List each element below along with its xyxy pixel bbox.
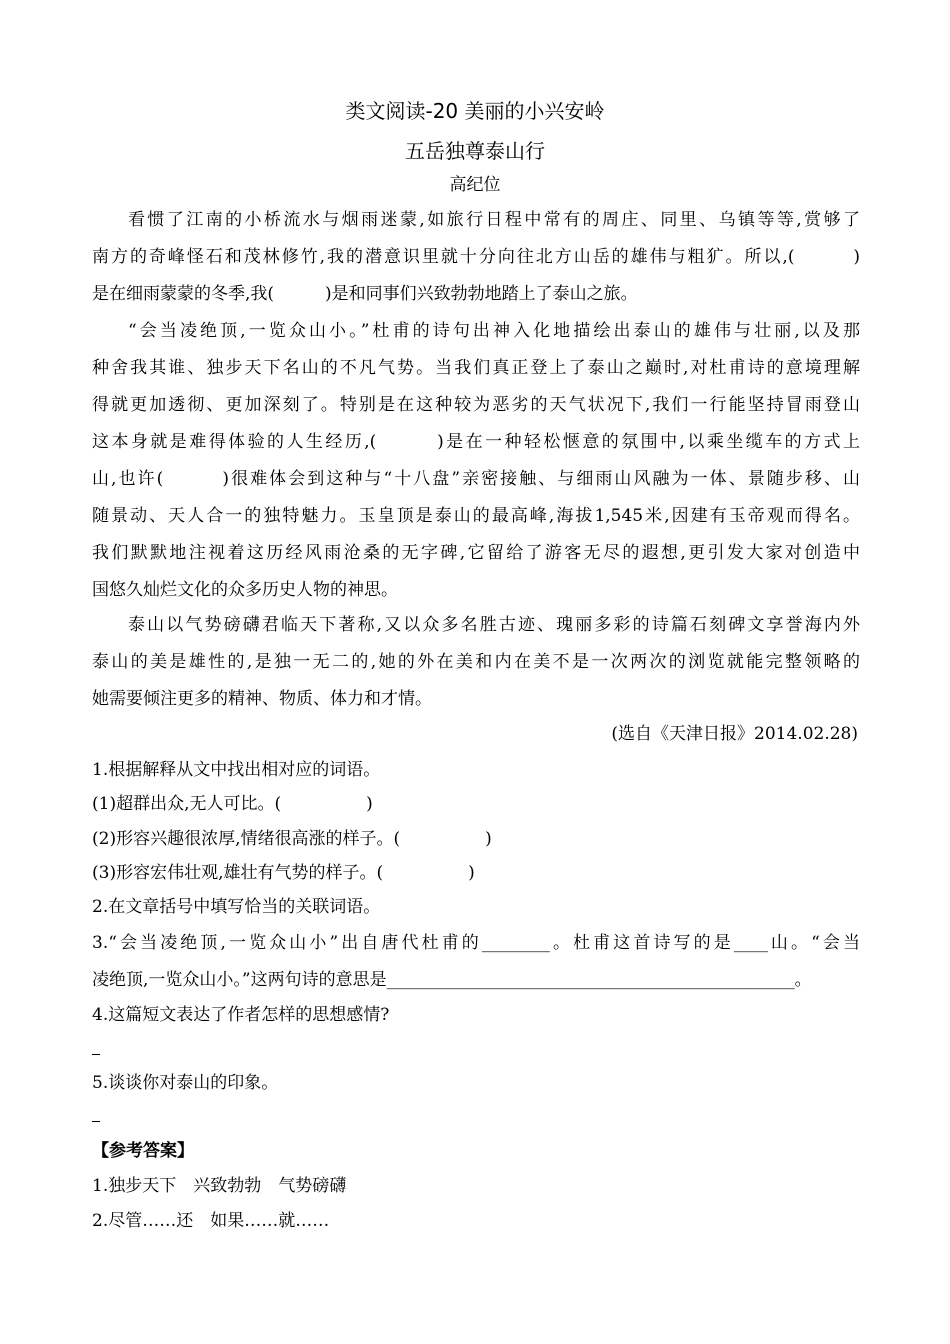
question-3-line-2: 凌绝顶,一览众山小。”这两句诗的意思是________________________________________________。: [92, 970, 812, 990]
article-line: 泰山的美是雄性的,是独一无二的,她的外在美和内在美不是一次两次的浏览就能完整领略的: [92, 652, 860, 672]
question-5: 5.谈谈你对泰山的印象。: [92, 1073, 279, 1093]
question-1: 1.根据解释从文中找出相对应的词语。: [92, 760, 381, 780]
article-author: 高纪位: [449, 175, 501, 195]
article-line: 国悠久灿烂文化的众多历史人物的神思。: [92, 580, 398, 600]
article-line: 她需要倾注更多的精神、物质、体力和才情。: [92, 689, 432, 709]
article-source: (选自《天津日报》2014.02.28): [611, 724, 858, 744]
article-line: 是在细雨蒙蒙的冬季,我( )是和同事们兴致勃勃地踏上了泰山之旅。: [92, 284, 638, 304]
article-line: 我们默默地注视着这历经风雨沧桑的无字碑,它留给了游客无尽的遐想,更引发大家对创造中: [92, 543, 860, 563]
article-line: 随景动、天人合一的独特魅力。玉皇顶是泰山的最高峰,海拔1,545米,因建有玉帝观而得名。: [92, 506, 860, 526]
question-2: 2.在文章括号中填写恰当的关联词语。: [92, 897, 381, 917]
article-line: “会当凌绝顶,一览众山小。”杜甫的诗句出神入化地描绘出泰山的雄伟与壮丽,以及那: [128, 321, 860, 341]
answer-blank-line: [92, 1054, 100, 1055]
article-line: 种舍我其谁、独步天下名山的不凡气势。当我们真正登上了泰山之巅时,对杜甫诗的意境理解: [92, 358, 860, 378]
question-1-2: (2)形容兴趣很浓厚,情绪很高涨的样子。( ): [92, 829, 492, 849]
article-line: 看惯了江南的小桥流水与烟雨迷蒙,如旅行日程中常有的周庄、同里、乌镇等等,赏够了: [128, 210, 860, 230]
article-title: 五岳独尊泰山行: [405, 139, 545, 163]
question-1-1: (1)超群出众,无人可比。( ): [92, 794, 373, 814]
article-line: 泰山以气势磅礴君临天下著称,又以众多名胜古迹、瑰丽多彩的诗篇石刻碑文享誉海内外: [128, 615, 860, 635]
page-title: 类文阅读-20 美丽的小兴安岭: [345, 99, 605, 123]
article-line: 得就更加透彻、更加深刻了。特别是在这种较为恶劣的天气状况下,我们一行能坚持冒雨登山: [92, 395, 860, 415]
answer-blank-line: [92, 1121, 100, 1122]
answer-2: 2.尽管……还 如果……就……: [92, 1211, 330, 1231]
answer-1: 1.独步天下 兴致勃勃 气势磅礴: [92, 1176, 347, 1196]
question-1-3: (3)形容宏伟壮观,雄壮有气势的样子。( ): [92, 863, 475, 883]
article-line: 山,也许( )很难体会到这种与“十八盘”亲密接触、与细雨山风融为一体、景随步移、山: [92, 469, 860, 489]
answer-heading: 【参考答案】: [92, 1141, 194, 1161]
article-line: 南方的奇峰怪石和茂林修竹,我的潜意识里就十分向往北方山岳的雄伟与粗犷。所以,( ): [92, 247, 860, 267]
question-4: 4.这篇短文表达了作者怎样的思想感情?: [92, 1005, 390, 1025]
question-3-line-1: 3.“会当凌绝顶,一览众山小”出自唐代杜甫的________。杜甫这首诗写的是____山。“会当: [92, 933, 860, 953]
article-line: 这本身就是难得体验的人生经历,( )是在一种轻松惬意的氛围中,以乘坐缆车的方式上: [92, 432, 860, 452]
